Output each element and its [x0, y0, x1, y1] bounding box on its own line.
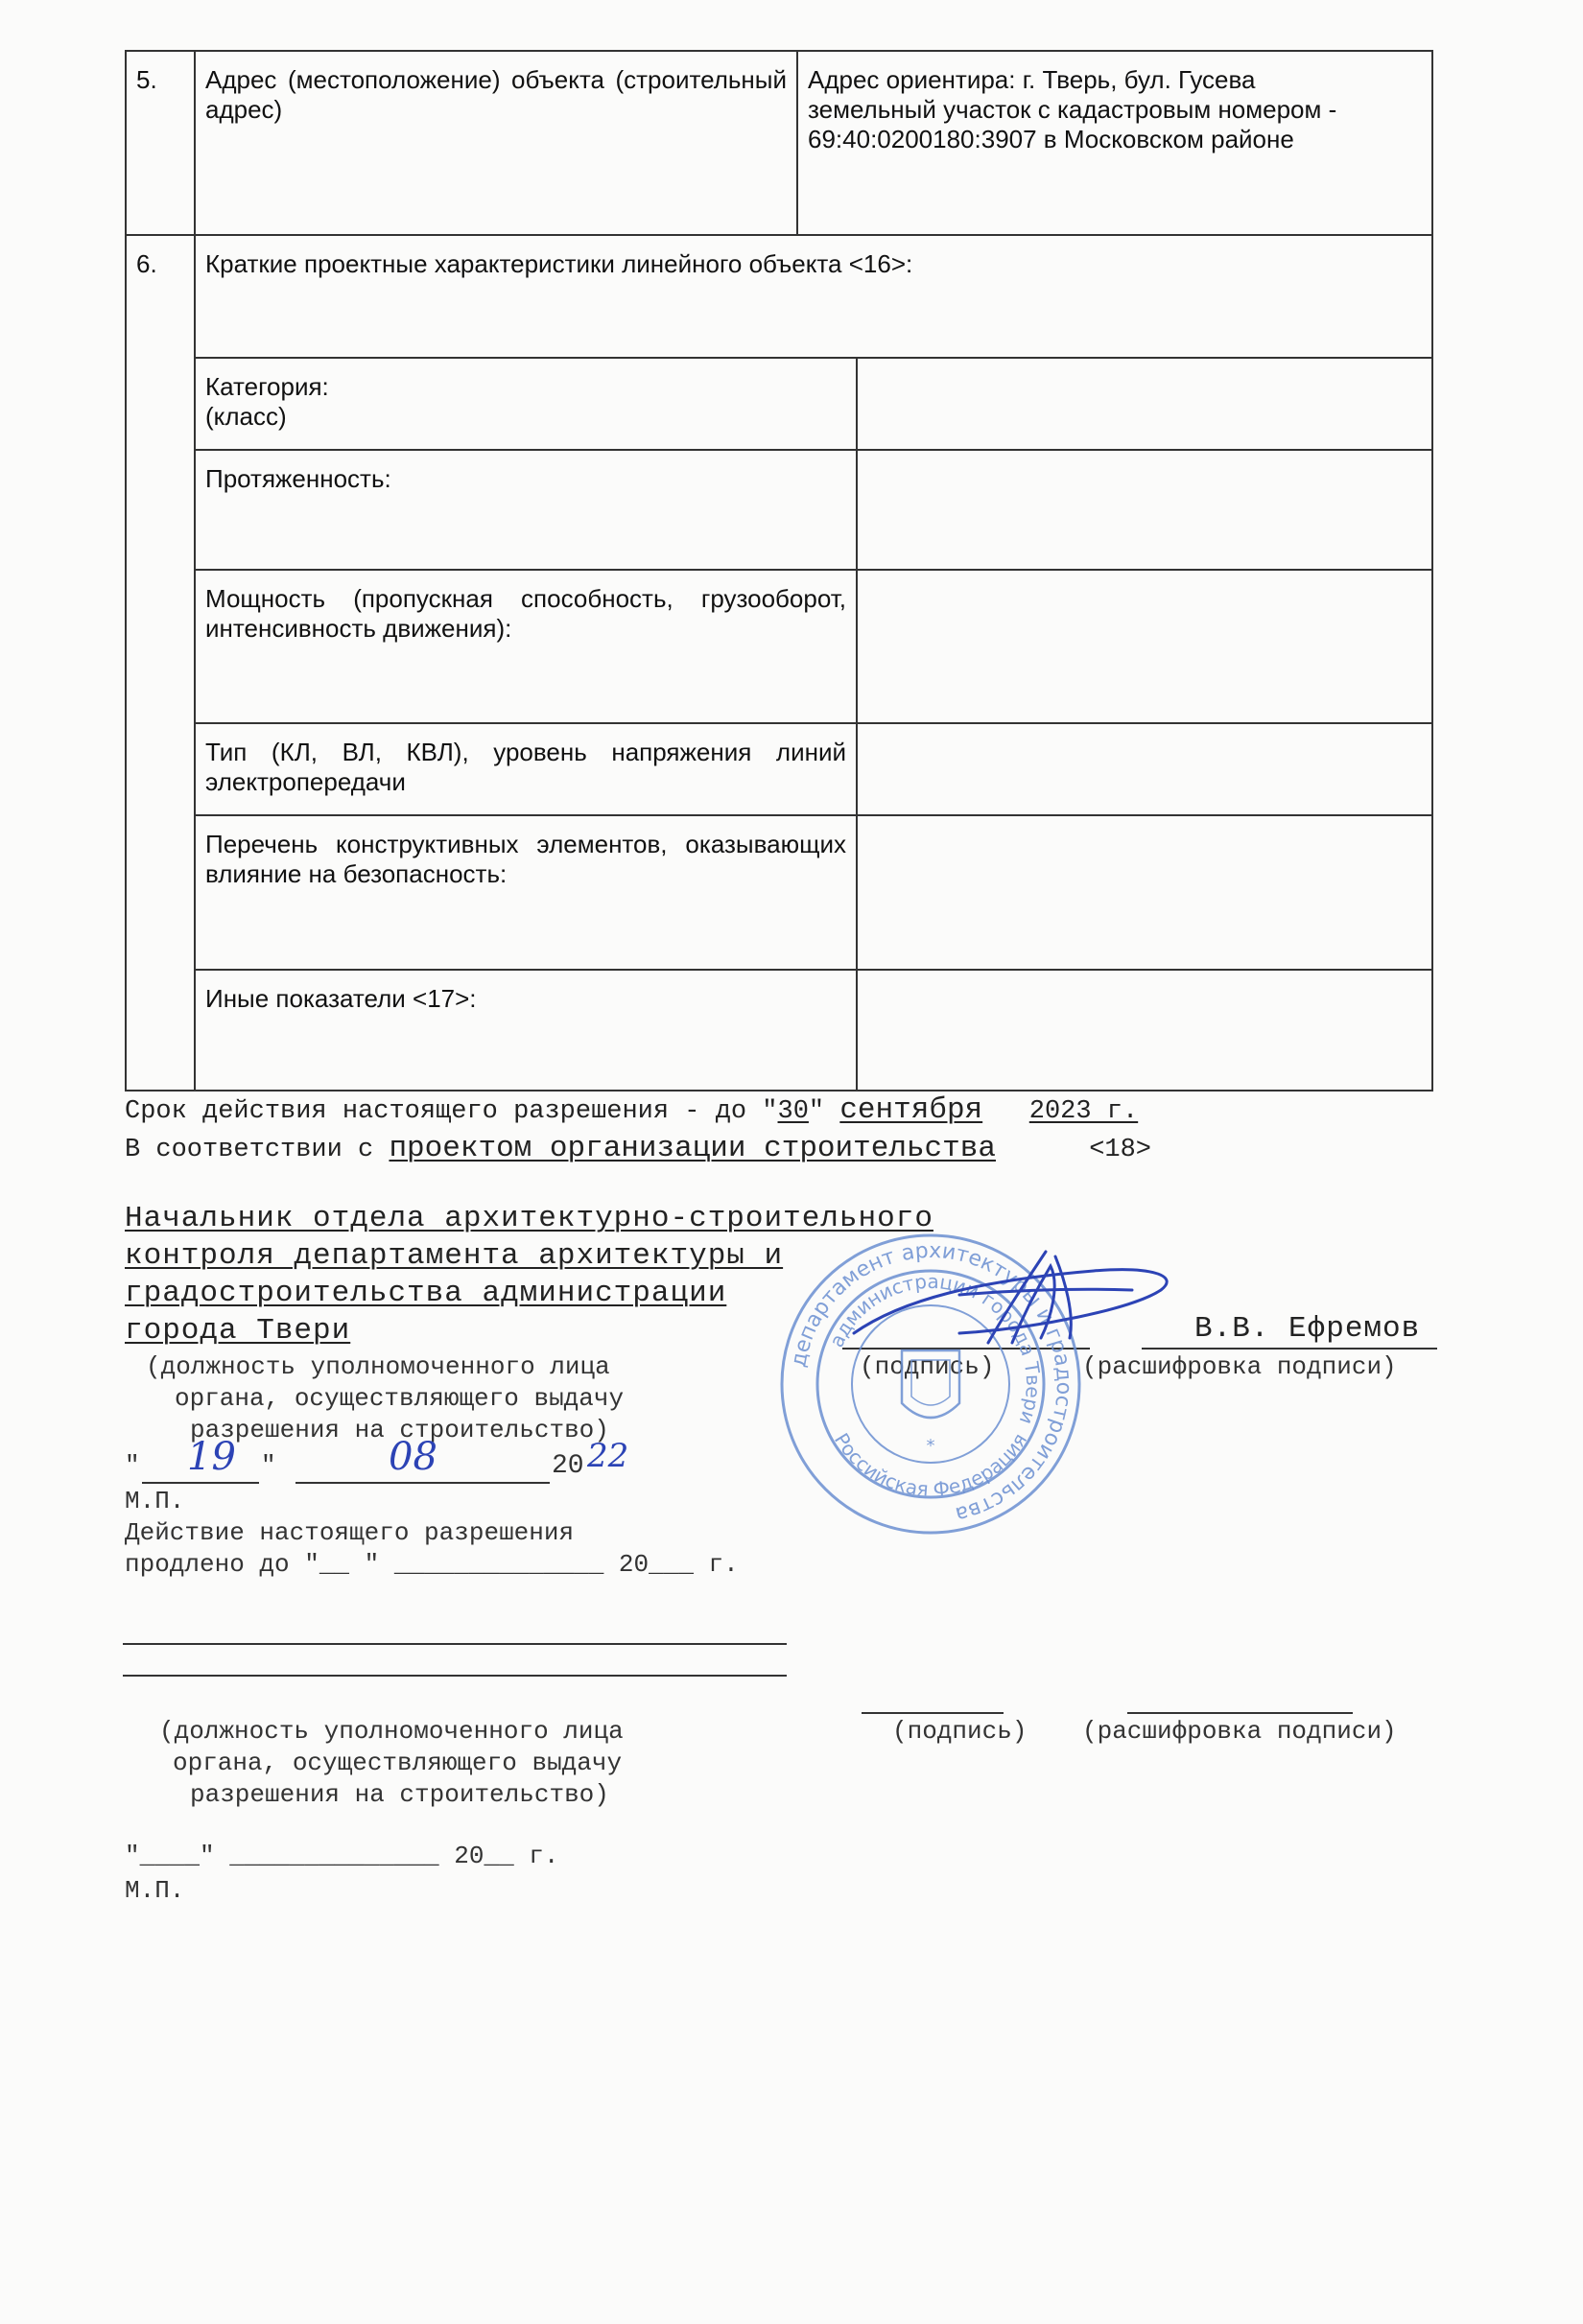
issue-month-handwritten: 08 — [389, 1435, 437, 1479]
official-position-line: контроля департамента архитектуры и — [125, 1239, 784, 1273]
extension-line-1: Действие настоящего разрешения — [125, 1518, 575, 1547]
issue-date-quote: " — [261, 1451, 276, 1480]
row-number: 6. — [126, 235, 195, 1091]
capacity-label: Мощность (пропускная способность, грузооборот, интенсивность движения): — [195, 570, 857, 723]
issue-day-line — [142, 1482, 259, 1484]
permit-table — [125, 50, 1433, 1092]
address-value-line: земельный участок с кадастровым номером - — [808, 95, 1337, 124]
validity-line — [125, 1093, 1138, 1127]
decoding-caption: (расшифровка подписи) — [1082, 1717, 1397, 1746]
signature-caption: (подпись) — [860, 1352, 995, 1381]
official-position-line: градостроительства администрации — [125, 1277, 727, 1310]
characteristics-header: Краткие проектные характеристики линейного объекта <16>: — [195, 235, 1432, 358]
other-indicators-value — [857, 970, 1432, 1091]
issue-day-handwritten: 19 — [187, 1435, 236, 1479]
position-caption: разрешения на строительство) — [190, 1416, 609, 1444]
position-caption: (должность уполномоченного лица — [146, 1352, 610, 1381]
mp-label: М.П. — [125, 1487, 185, 1515]
position-caption: разрешения на строительство) — [190, 1780, 609, 1809]
validity-year: 2023 г. — [1028, 1097, 1139, 1126]
table-row — [126, 450, 1432, 570]
position-caption: органа, осуществляющего выдачу — [173, 1749, 623, 1777]
accordance-project: проектом организации строительства — [389, 1132, 996, 1165]
issue-month-line — [295, 1482, 550, 1484]
voltage-type-value — [857, 723, 1432, 815]
table-row-6-header — [126, 235, 1432, 358]
position-caption: (должность уполномоченного лица — [159, 1717, 624, 1746]
stamp-outer-text: департамент архитектуры и градостроительства — [787, 1238, 1076, 1527]
validity-month: сентября — [839, 1093, 983, 1127]
capacity-value — [857, 570, 1432, 723]
table-row — [126, 570, 1432, 723]
validity-mid: " — [808, 1097, 840, 1126]
extension-date: "____" ______________ 20__ г. — [125, 1842, 559, 1870]
extension-position-line — [123, 1675, 787, 1677]
mp-label: М.П. — [125, 1876, 185, 1905]
table-row — [126, 358, 1432, 450]
address-label: Адрес (местоположение) объекта (строительный адрес) — [195, 51, 797, 235]
official-position-line: города Твери — [125, 1314, 351, 1348]
extension-name-line — [1127, 1712, 1353, 1714]
structural-elements-label: Перечень конструктивных элементов, оказывающих влияние на безопасность: — [195, 815, 857, 970]
structural-elements-value — [857, 815, 1432, 970]
extension-year: 20___ г. — [618, 1550, 739, 1579]
accordance-line — [125, 1132, 1151, 1165]
stamp-bottom-text: Российская Федерация — [829, 1428, 1032, 1501]
svg-text:*: * — [926, 1436, 935, 1456]
table-row — [126, 815, 1432, 970]
issue-year-prefix: 20 — [552, 1451, 584, 1481]
row-number: 5. — [126, 51, 195, 235]
position-caption: органа, осуществляющего выдачу — [175, 1384, 625, 1413]
signature-scribble — [844, 1242, 1190, 1357]
accordance-note: <18> — [1089, 1136, 1151, 1164]
other-indicators-label: Иные показатели <17>: — [195, 970, 857, 1091]
address-value-line: 69:40:0200180:3907 в Московском районе — [808, 125, 1294, 153]
extension-prefix: продлено до "__ " — [125, 1550, 394, 1579]
decoding-caption: (расшифровка подписи) — [1082, 1352, 1397, 1381]
official-name: В.В. Ефремов — [1194, 1312, 1421, 1346]
address-value — [797, 51, 1432, 235]
length-value — [857, 450, 1432, 570]
table-row-5 — [126, 51, 1432, 235]
address-value-line: Адрес ориентира: г. Тверь, бул. Гусева — [808, 65, 1256, 94]
official-position-line: Начальник отдела архитектурно-строительного — [125, 1202, 933, 1235]
category-value — [857, 358, 1432, 450]
table-row — [126, 723, 1432, 815]
voltage-type-label: Тип (КЛ, ВЛ, КВЛ), уровень напряжения линий электропередачи — [195, 723, 857, 815]
extension-position-line — [123, 1643, 787, 1645]
length-label: Протяженность: — [195, 450, 857, 570]
validity-day: 30 — [777, 1097, 809, 1126]
extension-signature-line — [862, 1712, 1004, 1714]
category-label: Категория: (класс) — [195, 358, 857, 450]
stamp-inner-text: администрации города Твери — [824, 1269, 1046, 1428]
table-row — [126, 970, 1432, 1091]
issue-year-handwritten: 22 — [587, 1437, 629, 1475]
accordance-prefix: В соответствии с — [125, 1136, 390, 1164]
extension-line-2: продлено до "__ " ______________ 20___ г. — [125, 1550, 739, 1579]
signature-caption: (подпись) — [892, 1717, 1028, 1746]
issue-date-quote: " — [125, 1451, 140, 1480]
validity-prefix: Срок действия настоящего разрешения - до " — [125, 1097, 778, 1126]
